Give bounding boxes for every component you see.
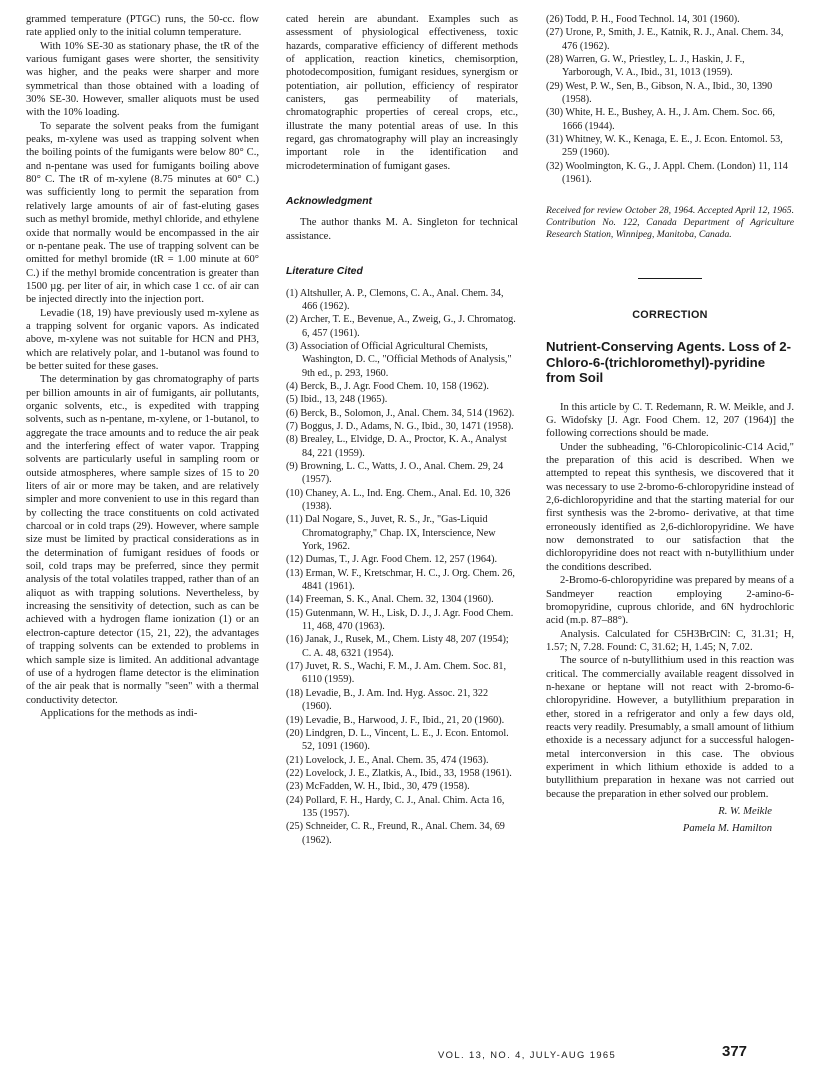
column-1	[26, 13, 259, 720]
section-divider	[638, 278, 702, 279]
reference-item: (30) White, H. E., Bushey, A. H., J. Am. Chem. Soc. 66, 1666 (1944).	[546, 107, 775, 132]
reference-item: (15) Gutenmann, W. H., Lisk, D. J., J. Agr. Food Chem. 11, 468, 470 (1963).	[286, 607, 514, 633]
reference-item: (18) Levadie, B., J. Am. Ind. Hyg. Assoc. 21, 322 (1960).	[286, 687, 489, 713]
reference-item: (25) Schneider, C. R., Freund, R., Anal. Chem. 34, 69 (1962).	[286, 821, 505, 846]
body-paragraph: Levadie (18, 19) have previously used m-xylene as a trapping solvent for organic vapors. As indicated above, m-xylene was not suitable for HCN and PH3, which are relatively polar, and 1-butanol was found to be better suited for these gases.	[26, 307, 259, 372]
literature-cited-heading: Literature Cited	[286, 266, 363, 278]
acknowledgment-text: The author thanks M. A. Singleton for technical assistance.	[286, 217, 518, 242]
body-paragraph: Applications for the methods as indi-	[40, 707, 198, 719]
acknowledgment-heading: Acknowledgment	[286, 196, 373, 208]
reference-item: (3) Association of Official Agricultural Chemists, Washington, D. C., "Official Methods of Analysis," 9th ed., p. 293, 1960.	[286, 340, 512, 379]
correction-title: Nutrient-Conserving Agents. Loss of 2-Chloro-6-(trichloromethyl)-pyridine from Soil	[546, 339, 791, 386]
body-paragraph: The determination by gas chromatography of parts per billion amounts in air of fumigants, air pollutants, organic solvents, etc., is expedited with trapping solvents, such as n-pentane, m-xylene, or 1-butanol, to aggregate the trace amounts and to reduce the air peak and the interfering effect of water vapor. Trapping solvents are particularly useful in sampling room or outside atmospheres, where sample sizes of 15 to 20 liters of air or more may be taken, and are relatively simpler and more convenient to use in this regard than by collecting the trace constituents on cold activated charcoal or in cold traps (29). However, where sample size must be limited by practical considerations as in the determination of fumigant residues of foods or soil, cold traps may be preferred, since they permit analysis of the total volatiles trapped, rather than of an aliquot as with trapping solutions. Nevertheless, by increasing the sensitivity of detection, such as can be achieved with a hydrogen flame ionization (1) or an electron-capture detector (15, 21, 22), the advantages of trapping solvents can be extended to problems in which sample size is limited. An additional advantage of use of a hydrogen flame detector is the elimination of the air peak that is normally "seen" with a thermal conductivity detector.	[26, 374, 259, 706]
body-paragraph: Under the subheading, "6-Chloropicolinic-C14 Acid," the preparation of this acid is described. When we attempted to repeat this synthesis, we discovered that it was necessary to use 2-bromo-6-chloropyridine instead of 2,6-dichloropyridine and that the starting material for our first synthesis was the 2-bromo- derivative, at that time erroneously identified as 2,6-dichloropyridine. We have now demonstrated to our satisfaction that the dichloropyridine does not react with n-butyllithium under the conditions described.	[546, 441, 794, 573]
body-paragraph: To separate the solvent peaks from the fumigant peaks, m-xylene was used as trapping solvent when the boiling points of the fumigants were below 80° C., and n-pentane was used for fumigants boiling above 80° C. The tR of m-xylene (8.75 minutes at 60° C.) was sufficiently long to permit the separation from relatively large amounts of air of fast-eluting gases such as methyl bromide, methyl chloride, and ethylene oxide that normally would be encompassed in the air or n-pentane peak. The use of trapping solvent can be omitted for methyl bromide (tR = 1.00 minute at 60° C.) if the methyl bromide concentration is greater than 1500 µg. per liter of air, in which case 1 cc. of air can be injected directly into the injection port.	[26, 120, 259, 306]
reference-item: (27) Urone, P., Smith, J. E., Katnik, R. J., Anal. Chem. 34, 476 (1962).	[546, 27, 784, 52]
reference-item: (11) Dal Nogare, S., Juvet, R. S., Jr., "Gas-Liquid Chromatography," Chap. IX, Interscience, New York, 1962.	[286, 514, 496, 553]
body-paragraph: 2-Bromo-6-chloropyridine was prepared by means of a Sandmeyer reaction employing 2-amino-6-bromopyridine, cuprous chloride, and 6N hydrochloric acid (m.p. 87–88°).	[546, 575, 794, 627]
reference-item: (1) Altshuller, A. P., Clemons, C. A., Anal. Chem. 34, 466 (1962).	[286, 287, 504, 312]
reference-item: (28) Warren, G. W., Priestley, L. J., Haskin, J. F., Yarborough, V. A., Ibid., 31, 1013 (1959).	[546, 54, 745, 79]
column-3	[546, 13, 794, 836]
reference-item: (19) Levadie, B., Harwood, J. F., Ibid., 21, 20 (1960).	[286, 714, 505, 726]
reference-item: (32) Woolmington, K. G., J. Appl. Chem. (London) 11, 114 (1961).	[546, 160, 788, 186]
reference-list	[286, 287, 518, 847]
reference-item: (17) Juvet, R. S., Wachi, F. M., J. Am. Chem. Soc. 81, 6110 (1959).	[286, 661, 507, 686]
body-paragraph: With 10% SE-30 as stationary phase, the tR of the various fumigant gases were shorter, the sensitivity was higher, and the peaks were sharper and more symmetrical than those obtained with a loading of 30% SE-30. However, smaller aliquots must be used with the 10% loading.	[26, 40, 259, 119]
reference-item: (6) Berck, B., Solomon, J., Anal. Chem. 34, 514 (1962).	[286, 407, 515, 419]
correction-heading: CORRECTION	[632, 308, 708, 321]
reference-item: (9) Browning, L. C., Watts, J. O., Anal. Chem. 29, 24 (1957).	[286, 460, 504, 486]
reference-item: (20) Lindgren, D. L., Vincent, L. E., J. Econ. Entomol. 52, 1091 (1960).	[286, 727, 509, 753]
reference-list	[546, 13, 794, 186]
page-number: 377	[722, 1043, 748, 1060]
reference-item: (29) West, P. W., Sen, B., Gibson, N. A., Ibid., 30, 1390 (1958).	[546, 80, 773, 106]
body-paragraph: grammed temperature (PTGC) runs, the 50-cc. flow rate applied only to the initial column temperature.	[26, 14, 259, 39]
journal-issue: VOL. 13, NO. 4, JULY-AUG 1965	[438, 1049, 617, 1060]
reference-item: (7) Boggus, J. D., Adams, N. G., Ibid., 30, 1471 (1958).	[286, 420, 514, 432]
reference-item: (24) Pollard, F. H., Hardy, C. J., Anal. Chim. Acta 16, 135 (1957).	[286, 794, 505, 819]
reference-item: (26) Todd, P. H., Food Technol. 14, 301 (1960).	[546, 14, 740, 25]
signature: Pamela M. Hamilton	[682, 823, 772, 835]
reference-item: (5) Ibid., 13, 248 (1965).	[286, 394, 388, 406]
body-paragraph: Analysis. Calculated for C5H3BrClN: C, 31.31; H, 1.57; N, 7.28. Found: C, 31.62; H, 1.45; N, 7.02.	[546, 628, 794, 653]
body-paragraph: The source of n-butyllithium used in this reaction was critical. The commercially available reagent dissolved in n-hexane or heptane will not react with 2-bromo-6-chloropyridine. However, a butyllithium preparation in ether, stored in a refrigerator and only a few days old, reacts very readily. Presumably, a small amount of lithium ethoxide is a necessary adjunct for a successful halogen-metal interconversion in this case. The obvious experiment in which lithium ethoxide is added to a butyllithium preparation in hexane was not carried out because the preparation in ether solved our problem.	[546, 655, 794, 800]
reference-item: (12) Dumas, T., J. Agr. Food Chem. 12, 257 (1964).	[286, 554, 498, 566]
reference-item: (10) Chaney, A. L., Ind. Eng. Chem., Anal. Ed. 10, 326 (1938).	[286, 487, 511, 512]
reference-item: (21) Lovelock, J. E., Anal. Chem. 35, 474 (1963).	[286, 754, 489, 766]
reference-item: (4) Berck, B., J. Agr. Food Chem. 10, 158 (1962).	[286, 380, 489, 392]
received-note: Received for review October 28, 1964. Accepted April 12, 1965. Contribution No. 122, Canada Department of Agriculture Research Station, Winnipeg, Manitoba, Canada.	[546, 205, 794, 241]
reference-item: (22) Lovelock, J. E., Zlatkis, A., Ibid., 33, 1958 (1961).	[286, 767, 512, 779]
body-paragraph: cated herein are abundant. Examples such as assessment of physiological effectiveness, toxic hazards, comparative efficiency of different methods of application, reaction kinetics, chemisorption, photodecomposition, fumigant residues, synergism or potentiation, air pollution, efficiency of respirator canisters, gas permeability of materials, chromatographic properties of cereal crops, etc., illustrate the many potential areas of use. In this regard, gas chromatography will play an increasingly important role in the identification and microdetermination of fumigant gases.	[286, 14, 518, 172]
reference-item: (14) Freeman, S. K., Anal. Chem. 32, 1304 (1960).	[286, 594, 494, 606]
reference-item: (8) Brealey, L., Elvidge, D. A., Proctor, K. A., Analyst 84, 221 (1959).	[286, 434, 507, 459]
reference-item: (16) Janak, J., Rusek, M., Chem. Listy 48, 207 (1954); C. A. 48, 6321 (1954).	[286, 634, 509, 659]
reference-item: (13) Erman, W. F., Kretschmar, H. C., J. Org. Chem. 26, 4841 (1961).	[286, 567, 515, 593]
body-paragraph: In this article by C. T. Redemann, R. W. Meikle, and J. G. Widofsky [J. Agr. Food Chem. 12, 207 (1964)] the following corrections should be made.	[546, 401, 794, 440]
reference-item: (2) Archer, T. E., Bevenue, A., Zweig, G., J. Chromatog. 6, 457 (1961).	[286, 314, 516, 339]
column-2	[286, 13, 518, 847]
signature: R. W. Meikle	[718, 806, 772, 818]
reference-item: (23) McFadden, W. H., Ibid., 30, 479 (1958).	[286, 781, 470, 793]
reference-item: (31) Whitney, W. K., Kenaga, E. E., J. Econ. Entomol. 53, 259 (1960).	[546, 134, 783, 159]
